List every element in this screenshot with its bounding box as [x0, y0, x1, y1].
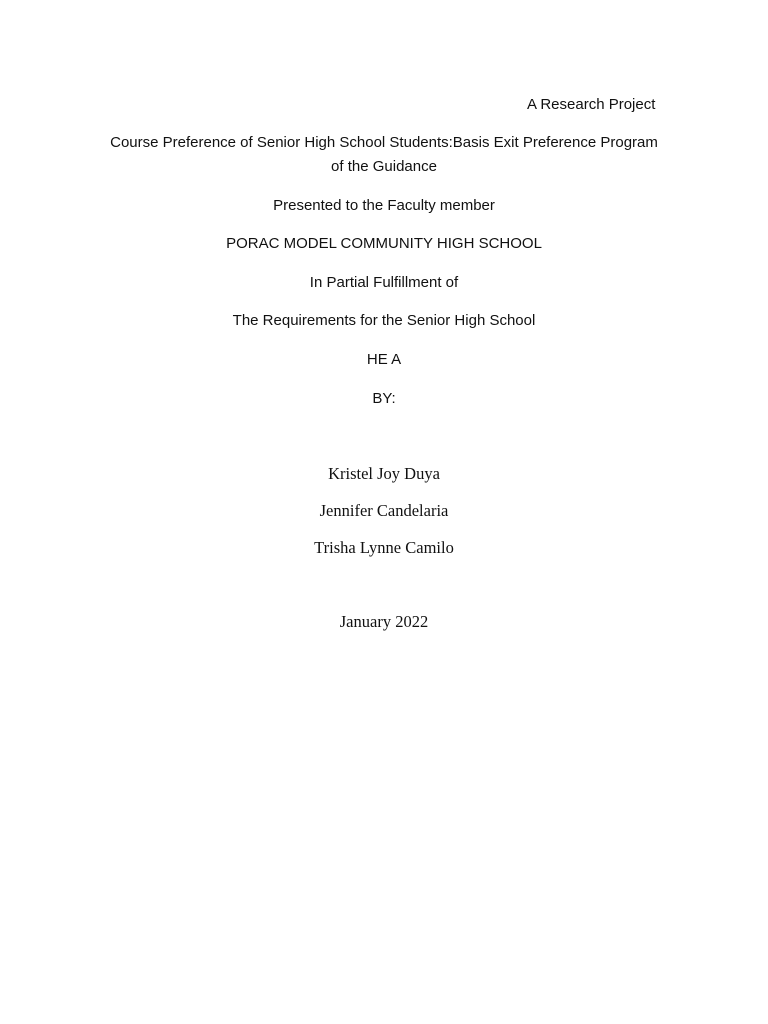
- title-line-2: of the Guidance: [331, 158, 437, 175]
- presented-to-line: Presented to the Faculty member: [273, 197, 495, 214]
- fulfillment-line: In Partial Fulfillment of: [309, 274, 459, 291]
- requirements-line: The Requirements for the Senior High School: [232, 312, 536, 329]
- title-line-1: Course Preference of Senior High School Students:Basis Exit Preference Program: [110, 134, 658, 151]
- research-title: [84, 131, 684, 179]
- author-name: Kristel Joy Duya: [328, 464, 440, 483]
- document-date: January 2022: [339, 612, 429, 631]
- school-name: PORAC MODEL COMMUNITY HIGH SCHOOL: [226, 235, 542, 252]
- by-line: BY:: [372, 390, 396, 407]
- section-line: HE A: [366, 351, 402, 368]
- author-name: Jennifer Candelaria: [319, 501, 449, 520]
- project-label: A Research Project: [527, 96, 656, 113]
- author-name: Trisha Lynne Camilo: [314, 538, 454, 557]
